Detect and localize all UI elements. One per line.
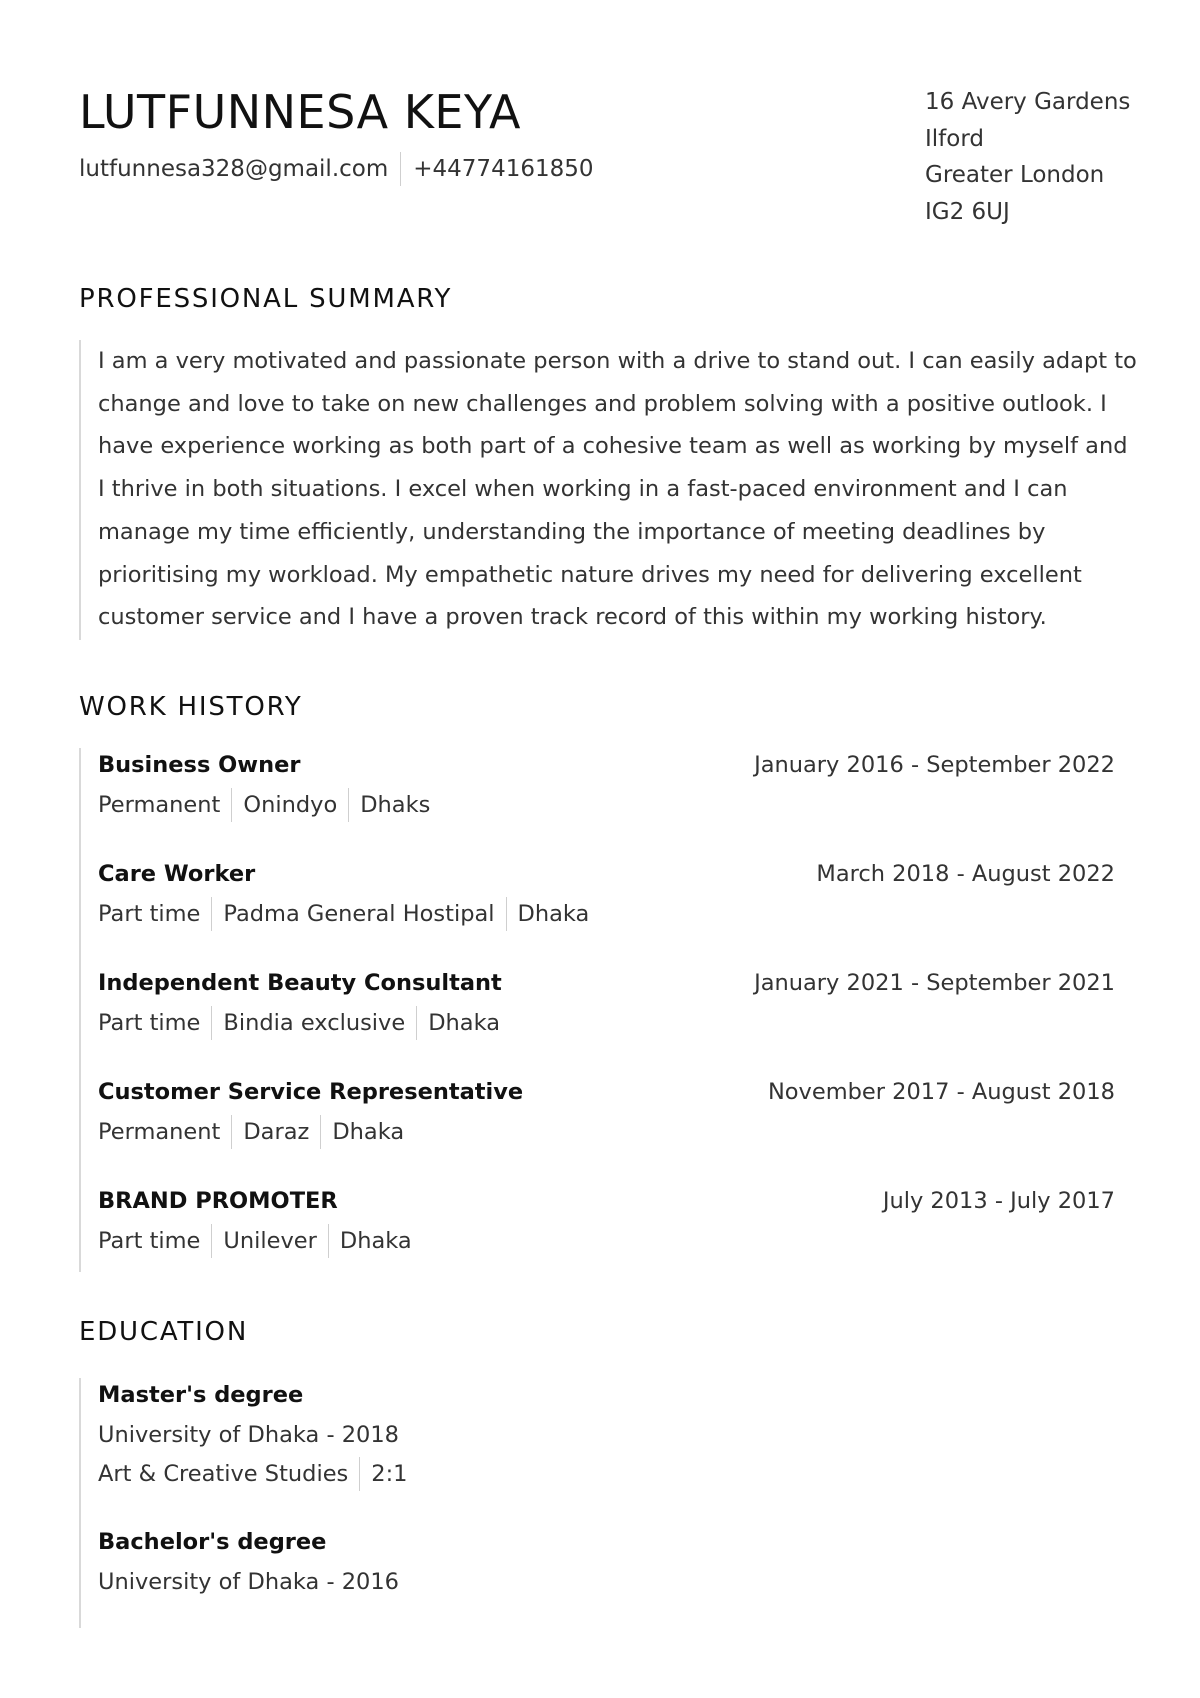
address-line: Greater London [925,162,1105,188]
degree-title: Master's degree [98,1382,304,1408]
job-dates: March 2018 - August 2022 [816,861,1115,887]
degree-institution: University of Dhaka - 2018 [98,1422,399,1448]
divider [320,1115,321,1149]
degree-details [98,1457,407,1491]
job-location: Dhaka [428,1010,501,1036]
job-title: BRAND PROMOTER [98,1188,338,1214]
job-type: Part time [98,901,201,927]
job-title: Care Worker [98,861,256,887]
address-block [925,84,1130,230]
divider [400,152,401,186]
degree-grade: 2:1 [371,1461,408,1487]
degree-entry [98,1378,407,1491]
job-entry [98,857,1115,947]
contact-line [79,152,594,186]
job-meta [98,1224,412,1258]
job-meta [98,1006,500,1040]
degree-entry [98,1525,399,1599]
job-entry [98,1075,1115,1165]
job-employer: Padma General Hostipal [223,901,495,927]
job-dates: January 2021 - September 2021 [754,970,1115,996]
education-block [79,1378,1129,1628]
address-line: IG2 6UJ [925,198,1010,225]
job-type: Permanent [98,792,221,818]
divider [231,788,232,822]
job-employer: Daraz [243,1119,310,1145]
divider [328,1224,329,1258]
job-entry [98,748,1115,838]
divider [348,788,349,822]
job-employer: Bindia exclusive [223,1010,406,1036]
job-title: Independent Beauty Consultant [98,970,502,996]
job-meta [98,1115,404,1149]
divider [506,897,507,931]
divider [359,1457,360,1491]
job-meta [98,897,589,931]
degree-title: Bachelor's degree [98,1529,327,1555]
job-type: Part time [98,1010,201,1036]
job-dates: July 2013 - July 2017 [882,1188,1115,1214]
degree-institution: University of Dhaka - 2016 [98,1569,399,1595]
job-title: Customer Service Representative [98,1079,524,1105]
job-location: Dhaka [332,1119,405,1145]
email-text: lutfunnesa328@gmail.com [79,156,389,182]
phone-text: +44774161850 [413,156,594,182]
address-line: Ilford [925,125,984,152]
job-location: Dhaka [517,901,590,927]
summary-block [79,340,1137,640]
job-employer: Unilever [223,1228,317,1254]
job-entry [98,1184,1115,1274]
summary-text: I am a very motivated and passionate person with a drive to stand out. I can easily adapt to change and love to take on new challenges and problem solving with a positive outlook. I have experience working as both part of a cohesive team as well as working by myself and I thrive in both situations. I excel when working in a fast-paced environment and I can manage my time efficiently, understanding the importance of meeting deadlines by prioritising my workload. My empathetic nature drives my need for delivering excellent customer service and I have a proven track record of this within my working history. [98,348,1137,631]
job-location: Dhaka [339,1228,412,1254]
degree-field: Art & Creative Studies [98,1461,349,1487]
job-dates: November 2017 - August 2018 [767,1079,1115,1105]
divider [231,1115,232,1149]
summary-heading: PROFESSIONAL SUMMARY [79,284,453,314]
job-type: Part time [98,1228,201,1254]
work-history-block [79,748,1129,1272]
candidate-name: LUTFUNNESA KEYA [79,85,521,139]
job-entry [98,966,1115,1056]
divider [211,1006,212,1040]
divider [211,897,212,931]
job-title: Business Owner [98,752,301,778]
job-employer: Onindyo [243,792,338,818]
divider [416,1006,417,1040]
job-type: Permanent [98,1119,221,1145]
job-dates: January 2016 - September 2022 [754,752,1115,778]
divider [211,1224,212,1258]
work-history-heading: WORK HISTORY [79,692,303,722]
job-meta [98,788,430,822]
education-heading: EDUCATION [79,1317,249,1347]
address-line: 16 Avery Gardens [925,89,1131,115]
job-location: Dhaks [360,792,431,818]
